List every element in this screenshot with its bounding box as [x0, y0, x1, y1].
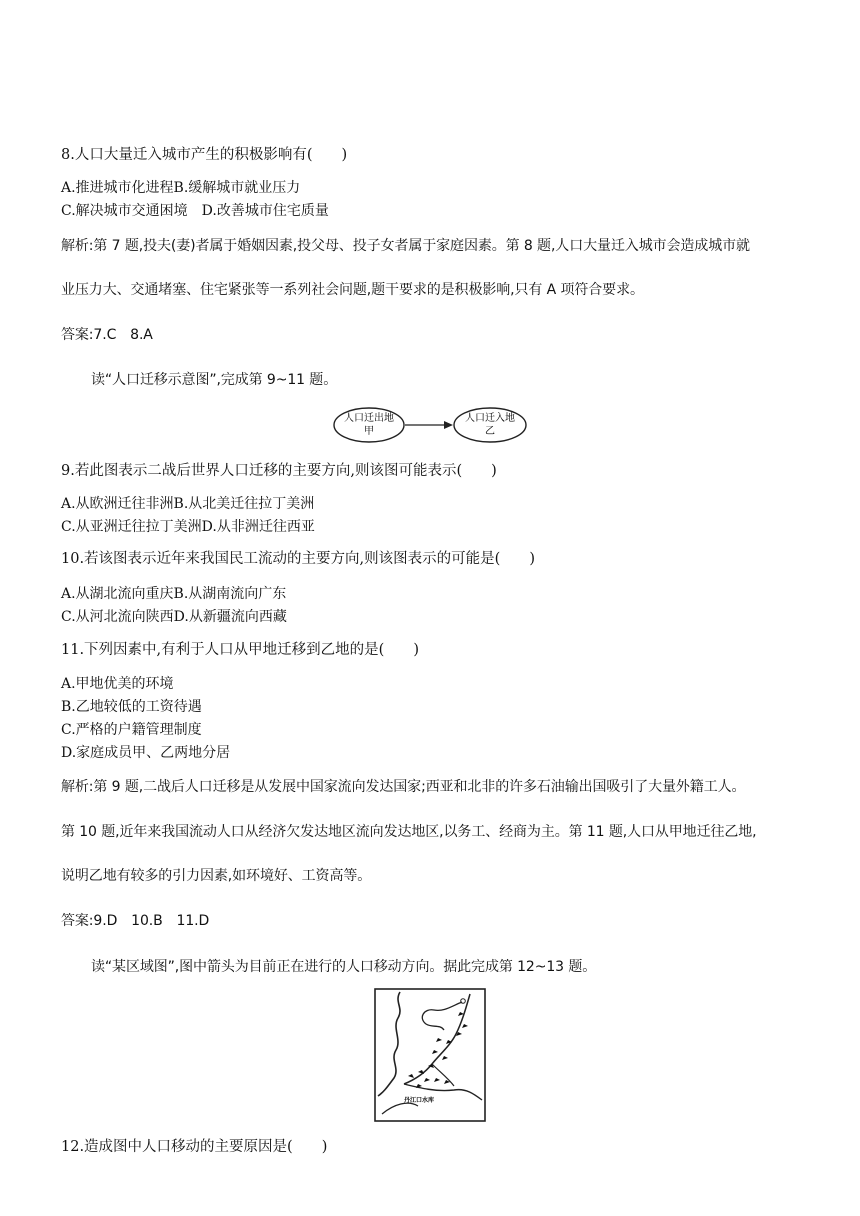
q11-option-b: B.乙地较低的工资待遇 [61, 699, 202, 715]
q10-options-cd: C.从河北流向陕西D.从新疆流向西藏 [61, 609, 287, 625]
arrow-head-icon [444, 421, 453, 429]
q8-options-ab: A.推进城市化进程B.缓解城市就业压力 [61, 180, 301, 196]
destination-label: 人口迁入地 [465, 413, 515, 424]
migration-diagram [333, 405, 528, 445]
q8-stem: 8.人口大量迁入城市产生的积极影响有( ) [61, 147, 348, 163]
analysis-2-line-1: 解析:第 9 题,二战后人口迁移是从发展中国家流向发达国家;西亚和北非的许多石油输出国吸引了大量外籍工人。 [61, 779, 746, 795]
intro-9-11: 读“人口迁移示意图”,完成第 9~11 题。 [91, 372, 338, 388]
analysis-2-line-3: 说明乙地有较多的引力因素,如环境好、工资高等。 [61, 868, 372, 884]
analysis-2-line-2: 第 10 题,近年来我国流动人口从经济欠发达地区流向发达地区,以务工、经商为主。第 11 题,人口从甲地迁往乙地, [61, 824, 757, 840]
q10-stem: 10.若该图表示近年来我国民工流动的主要方向,则该图表示的可能是( ) [61, 551, 535, 567]
q11-option-d: D.家庭成员甲、乙两地分居 [61, 745, 231, 761]
analysis-1-line-2: 业压力大、交通堵塞、住宅紧张等一系列社会问题,题干要求的是积极影响,只有 A 项符合要求。 [61, 282, 644, 298]
q11-stem: 11.下列因素中,有利于人口从甲地迁移到乙地的是( ) [61, 642, 419, 658]
q9-options-ab: A.从欧洲迁往非洲B.从北美迁往拉丁美洲 [61, 496, 315, 512]
destination-name: 乙 [485, 426, 495, 437]
origin-label: 人口迁出地 [344, 413, 394, 424]
intro-12-13: 读“某区域图”,图中箭头为目前正在进行的人口移动方向。据此完成第 12~13 题。 [91, 959, 597, 975]
q11-option-c: C.严格的户籍管理制度 [61, 722, 202, 738]
q10-options-ab: A.从湖北流向重庆B.从湖南流向广东 [61, 586, 287, 602]
q11-option-a: A.甲地优美的环境 [61, 676, 174, 692]
q9-stem: 9.若此图表示二战后世界人口迁移的主要方向,则该图可能表示( ) [61, 463, 497, 479]
reservoir-label: 丹江口水库 [404, 1097, 435, 1104]
q9-options-cd: C.从亚洲迁往拉丁美洲D.从非洲迁往西亚 [61, 519, 315, 535]
q8-options-cd: C.解决城市交通困境 D.改善城市住宅质量 [61, 203, 329, 219]
answer-2: 答案:9.D 10.B 11.D [61, 913, 210, 929]
q12-stem: 12.造成图中人口移动的主要原因是( ) [61, 1139, 328, 1155]
answer-1: 答案:7.C 8.A [61, 327, 153, 343]
origin-name: 甲 [364, 426, 374, 437]
region-map [374, 988, 486, 1122]
analysis-1-line-1: 解析:第 7 题,投夫(妻)者属于婚姻因素,投父母、投子女者属于家庭因素。第 8 题,人口大量迁入城市会造成城市就 [61, 238, 750, 254]
